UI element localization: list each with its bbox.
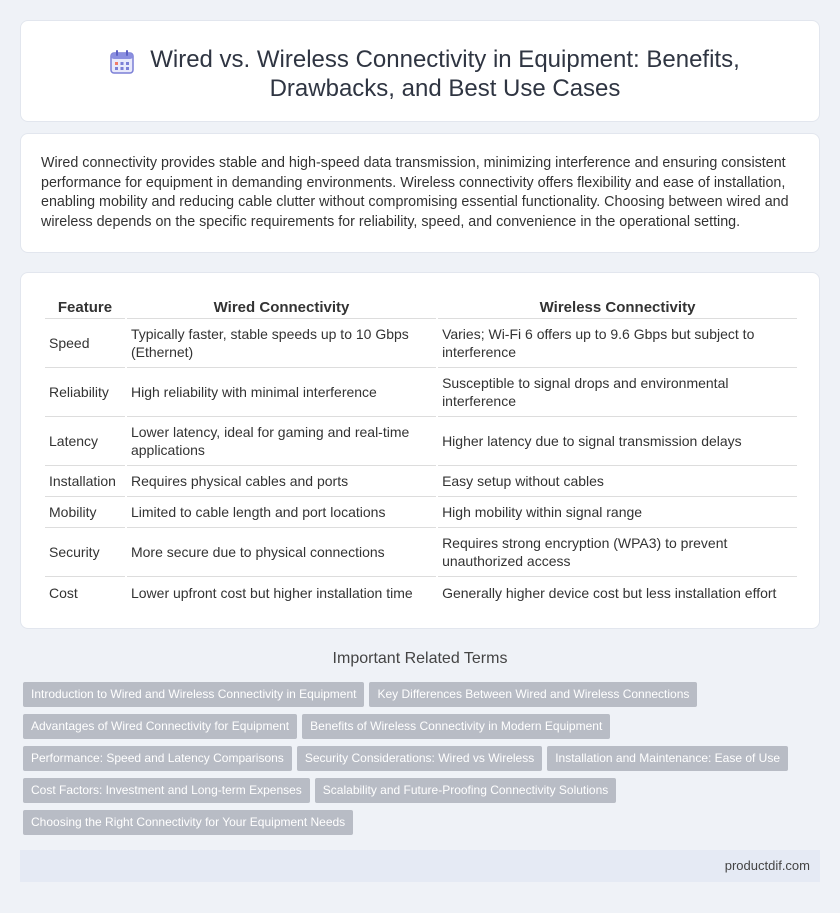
wireless-cell: Requires strong encryption (WPA3) to prevent unauthorized access bbox=[438, 528, 797, 577]
related-term-tag[interactable]: Security Considerations: Wired vs Wireless bbox=[297, 746, 542, 771]
page-title: Wired vs. Wireless Connectivity in Equipment: Benefits, Drawbacks, and Best Use Cases bbox=[150, 46, 740, 102]
footer-bar bbox=[20, 850, 820, 882]
table-row bbox=[45, 319, 797, 368]
wireless-cell: Susceptible to signal drops and environmental interference bbox=[438, 368, 797, 417]
table-row bbox=[45, 368, 797, 417]
wired-cell: Limited to cable length and port locations bbox=[127, 497, 436, 528]
table-row bbox=[45, 528, 797, 577]
intro-paragraph: Wired connectivity provides stable and high-speed data transmission, minimizing interference and ensuring consistent performance for equipment in demanding environments. Wireless connectivity offers flexibility and ease of installation, enabling mobility and reducing cable clutter without compromising essential functionality. Choosing between wired and wireless depends on the specific requirements for reliability, speed, and convenience in the operational setting. bbox=[41, 155, 789, 230]
feature-cell: Reliability bbox=[45, 368, 125, 417]
wireless-cell: Generally higher device cost but less installation effort bbox=[442, 584, 777, 601]
related-terms-heading: Important Related Terms bbox=[332, 650, 508, 667]
feature-cell: Security bbox=[45, 528, 125, 577]
feature-cell: Cost bbox=[49, 584, 78, 601]
feature-cell: Installation bbox=[45, 466, 125, 497]
header-wireless: Wireless Connectivity bbox=[438, 295, 797, 319]
related-term-tag[interactable]: Advantages of Wired Connectivity for Equipment bbox=[23, 714, 297, 739]
table-row bbox=[45, 497, 797, 528]
table-header-row bbox=[45, 295, 797, 319]
table-row bbox=[45, 417, 797, 466]
table-row bbox=[45, 466, 797, 497]
related-term-tag[interactable]: Key Differences Between Wired and Wireless Connections bbox=[369, 682, 697, 707]
wired-cell: Lower latency, ideal for gaming and real-time applications bbox=[127, 417, 436, 466]
feature-cell: Speed bbox=[45, 319, 125, 368]
header-wired: Wired Connectivity bbox=[127, 295, 436, 319]
related-terms-list bbox=[23, 682, 803, 842]
related-term-tag[interactable]: Choosing the Right Connectivity for Your Equipment Needs bbox=[23, 810, 353, 835]
related-term-tag[interactable]: Benefits of Wireless Connectivity in Modern Equipment bbox=[302, 714, 610, 739]
wired-cell: High reliability with minimal interference bbox=[127, 368, 436, 417]
related-term-tag[interactable]: Scalability and Future-Proofing Connectivity Solutions bbox=[315, 778, 616, 803]
wired-cell: Lower upfront cost but higher installation time bbox=[130, 584, 413, 601]
related-term-tag[interactable]: Performance: Speed and Latency Comparisons bbox=[23, 746, 292, 771]
feature-cell: Mobility bbox=[45, 497, 125, 528]
related-term-tag[interactable]: Cost Factors: Investment and Long-term Expenses bbox=[23, 778, 310, 803]
footer-site-link[interactable]: productdif.com bbox=[724, 858, 810, 873]
wireless-cell: Higher latency due to signal transmission delays bbox=[438, 417, 797, 466]
wired-cell: More secure due to physical connections bbox=[127, 528, 436, 577]
wireless-cell: Varies; Wi-Fi 6 offers up to 9.6 Gbps but subject to interference bbox=[438, 319, 797, 368]
related-term-tag[interactable]: Installation and Maintenance: Ease of Use bbox=[547, 746, 788, 771]
comparison-table bbox=[43, 295, 799, 608]
wireless-cell: High mobility within signal range bbox=[438, 497, 797, 528]
table-row bbox=[45, 577, 797, 608]
wireless-cell: Easy setup without cables bbox=[438, 466, 797, 497]
title-card bbox=[20, 20, 820, 122]
header-feature: Feature bbox=[45, 295, 125, 319]
intro-card bbox=[20, 133, 820, 253]
related-term-tag[interactable]: Introduction to Wired and Wireless Connectivity in Equipment bbox=[23, 682, 364, 707]
wired-cell: Requires physical cables and ports bbox=[127, 466, 436, 497]
wired-cell: Typically faster, stable speeds up to 10 Gbps (Ethernet) bbox=[127, 319, 436, 368]
comparison-table-card bbox=[20, 272, 820, 629]
feature-cell: Latency bbox=[45, 417, 125, 466]
